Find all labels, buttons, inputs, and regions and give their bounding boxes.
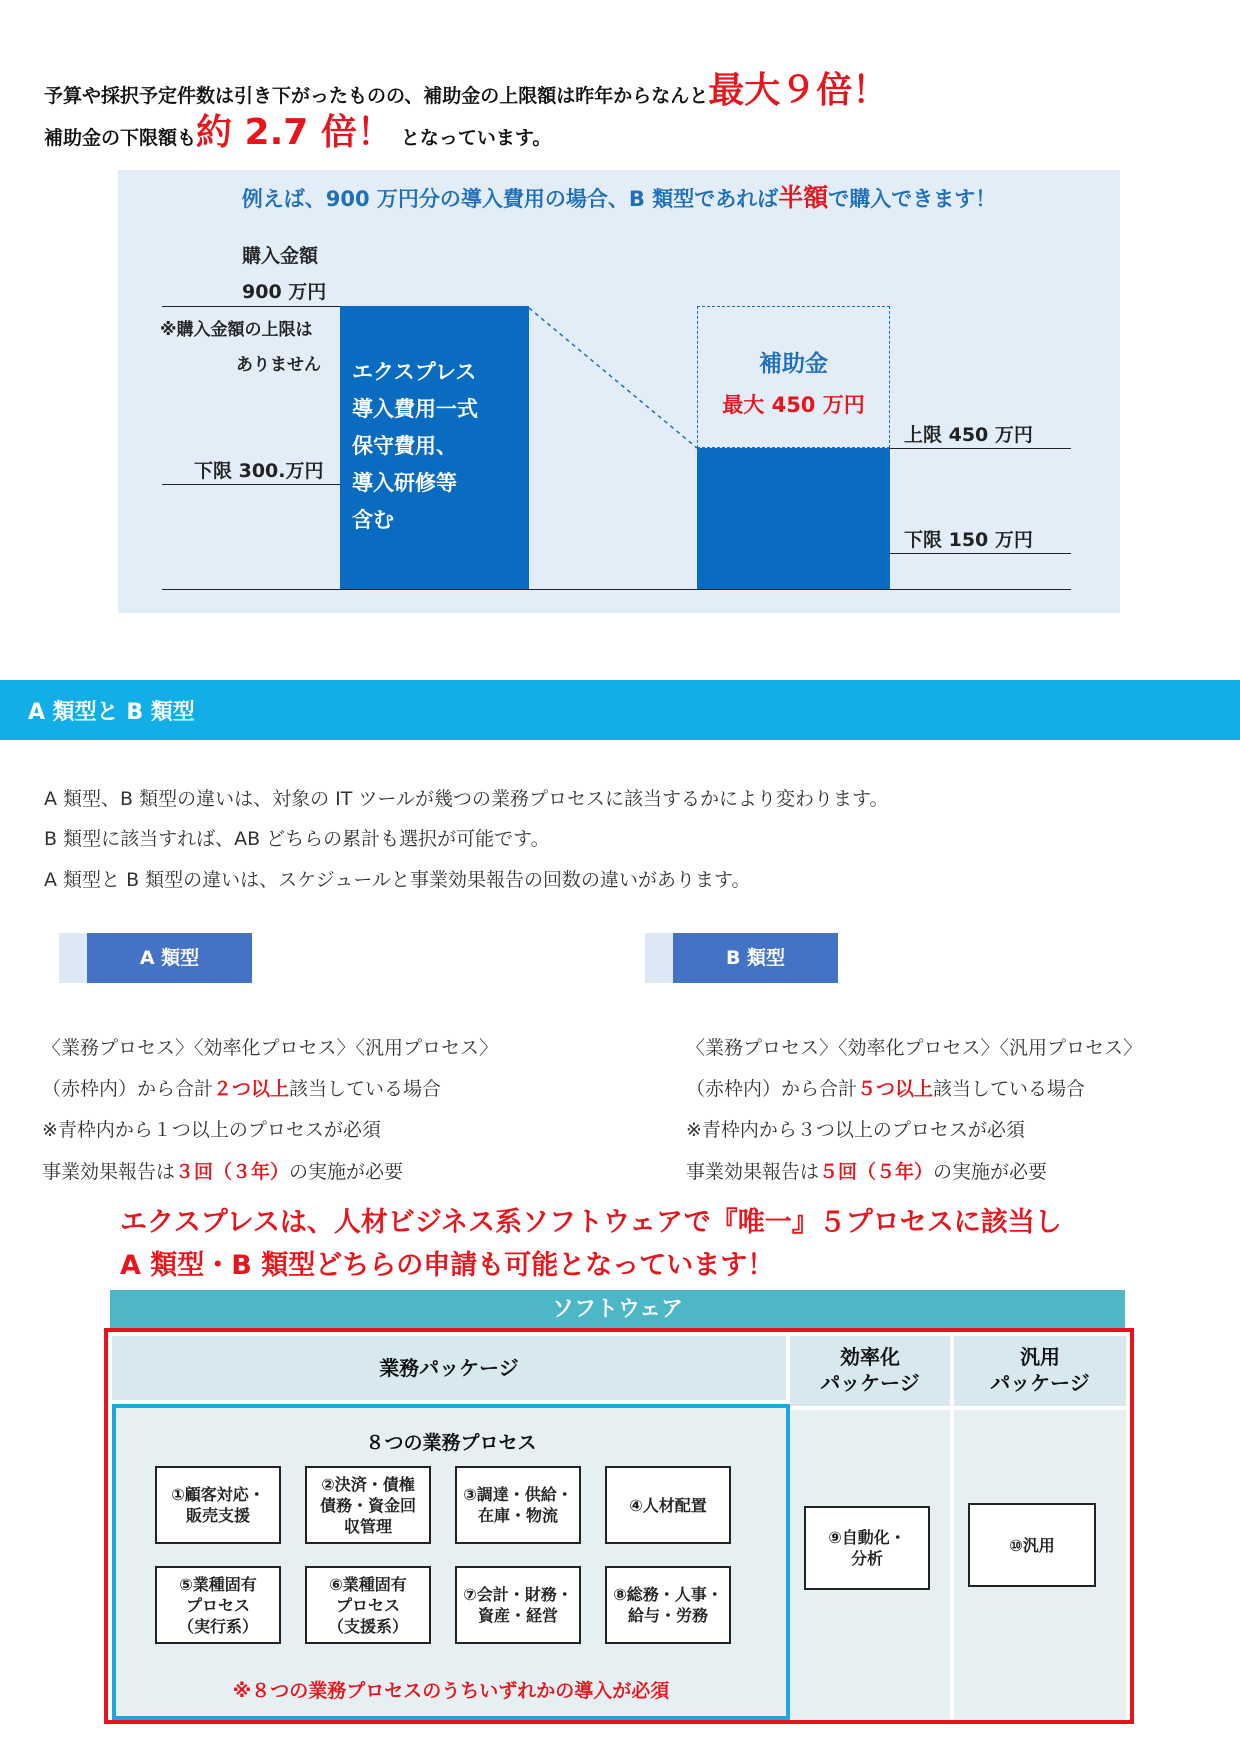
no-limit-note-1: ※購入金額の上限は (160, 320, 313, 340)
bar-line: 保守費用、 (352, 434, 457, 458)
purchase-label: 購入金額 (242, 245, 319, 267)
cond-emphasis: ２つ以上 (213, 1078, 290, 1100)
headline-line-2: A 類型・B 類型どちらの申請も可能となっています！ (120, 1250, 775, 1281)
purchase-amount: 900 万円 (242, 281, 327, 303)
subsidy-title: 補助金 (759, 351, 828, 377)
process-title: ８つの業務プロセス (365, 1432, 537, 1454)
upper-450-label: 上限 450 万円 (904, 424, 1033, 446)
paragraph-3: A 類型と B 類型の違いは、スケジュールと事業効果報告の回数の違いがあります。 (44, 869, 751, 891)
cond-text: （赤枠内）から合計 (42, 1078, 214, 1100)
cond-emphasis: ３回（３年） (175, 1161, 290, 1183)
type-a-cond-3: ※青枠内から１つ以上のプロセスが必須 (42, 1119, 381, 1141)
efficiency-package-header: 効率化 パッケージ (790, 1336, 950, 1406)
process-box-6: ⑥業種固有 プロセス （支援系） (305, 1566, 431, 1644)
process-box-4: ④人材配置 (605, 1466, 731, 1544)
cond-emphasis: ５つ以上 (857, 1078, 934, 1100)
diagram-title-text: で購入できます！ (828, 187, 997, 211)
section-title: A 類型と B 類型 (28, 700, 195, 725)
type-b-tab (645, 933, 838, 983)
process-box-2: ②決済・債権 債務・資金回 収管理 (305, 1466, 431, 1544)
lower-300-label: 下限 300.万円 (194, 460, 324, 482)
intro-emphasis-max: 最大９倍！ (708, 70, 889, 111)
cond-text: （赤枠内）から合計 (686, 1078, 858, 1100)
intro-text: となっています。 (400, 127, 552, 149)
intro-emphasis-lower: 約 2.7 倍！ (196, 112, 393, 153)
diagram-title-emphasis: 半額 (778, 183, 829, 212)
type-b-label: B 類型 (673, 933, 838, 983)
bar-line: 導入費用一式 (352, 397, 478, 421)
upper-450-line (890, 448, 1071, 449)
tab-accent (645, 933, 673, 983)
type-a-cond-2 (42, 1074, 441, 1101)
bar-line: 含む (352, 508, 394, 532)
subsidy-max: 最大 450 万円 (722, 393, 865, 417)
type-a-tab (59, 933, 252, 983)
process-note: ※８つの業務プロセスのうちいずれかの導入が必須 (232, 1680, 670, 1702)
cond-text: 事業効果報告は (686, 1161, 820, 1183)
cond-emphasis: ５回（５年） (819, 1161, 934, 1183)
cond-text: 事業効果報告は (42, 1161, 176, 1183)
type-b-cond-2 (686, 1074, 1085, 1101)
cond-text: 該当している場合 (933, 1078, 1086, 1100)
diagram-title-text: 例えば、900 万円分の導入費用の場合、B 類型であれば (241, 187, 779, 211)
dashed-connector (0, 0, 1240, 700)
subsidy-bar (697, 448, 890, 589)
cond-text: 該当している場合 (289, 1078, 442, 1100)
baseline (162, 589, 1071, 590)
no-limit-note-2: ありません (236, 355, 321, 375)
type-b-cond-4 (686, 1157, 1047, 1184)
paragraph-1: A 類型、B 類型の違いは、対象の IT ツールが幾つの業務プロセスに該当するかにより変わります。 (44, 788, 889, 810)
process-box-1: ①顧客対応・ 販売支援 (155, 1466, 281, 1544)
type-a-cond-4 (42, 1157, 403, 1184)
lower-150-line (890, 553, 1071, 554)
type-a-cond-1: 〈業務プロセス〉〈効率化プロセス〉〈汎用プロセス〉 (42, 1037, 499, 1059)
cond-text: の実施が必要 (289, 1161, 404, 1183)
section-header (0, 680, 1240, 740)
process-box-10: ⑩汎用 (968, 1503, 1096, 1587)
headline-line-1: エクスプレスは、人材ビジネス系ソフトウェアで『唯一』５プロセスに該当し (120, 1207, 1062, 1238)
general-package-header: 汎用 パッケージ (954, 1336, 1126, 1406)
paragraph-2: B 類型に該当すれば、AB どちらの累計も選択が可能です。 (44, 828, 550, 850)
process-box-9: ⑨自動化・ 分析 (804, 1506, 930, 1590)
process-box-7: ⑦会計・財務・ 資産・経営 (455, 1566, 581, 1644)
type-b-cond-3: ※青枠内から３つ以上のプロセスが必須 (686, 1119, 1025, 1141)
process-box-3: ③調達・供給・ 在庫・物流 (455, 1466, 581, 1544)
type-b-cond-1: 〈業務プロセス〉〈効率化プロセス〉〈汎用プロセス〉 (686, 1037, 1143, 1059)
type-a-label: A 類型 (87, 933, 252, 983)
software-header: ソフトウェア (110, 1290, 1125, 1330)
intro-text: 補助金の下限額も (44, 127, 197, 149)
bar-line: 導入研修等 (352, 471, 457, 495)
intro-text: 予算や採択予定件数は引き下がったものの、補助金の上限額は昨年からなんと (44, 85, 709, 107)
process-box-5: ⑤業種固有 プロセス （実行系） (155, 1566, 281, 1644)
subsidy-box (697, 306, 890, 448)
bar-line: エクスプレス (352, 360, 477, 384)
cond-text: の実施が必要 (933, 1161, 1048, 1183)
business-package-header: 業務パッケージ (112, 1336, 786, 1400)
lower-150-label: 下限 150 万円 (904, 529, 1033, 551)
tab-accent (59, 933, 87, 983)
process-box-8: ⑧総務・人事・ 給与・労務 (605, 1566, 731, 1644)
